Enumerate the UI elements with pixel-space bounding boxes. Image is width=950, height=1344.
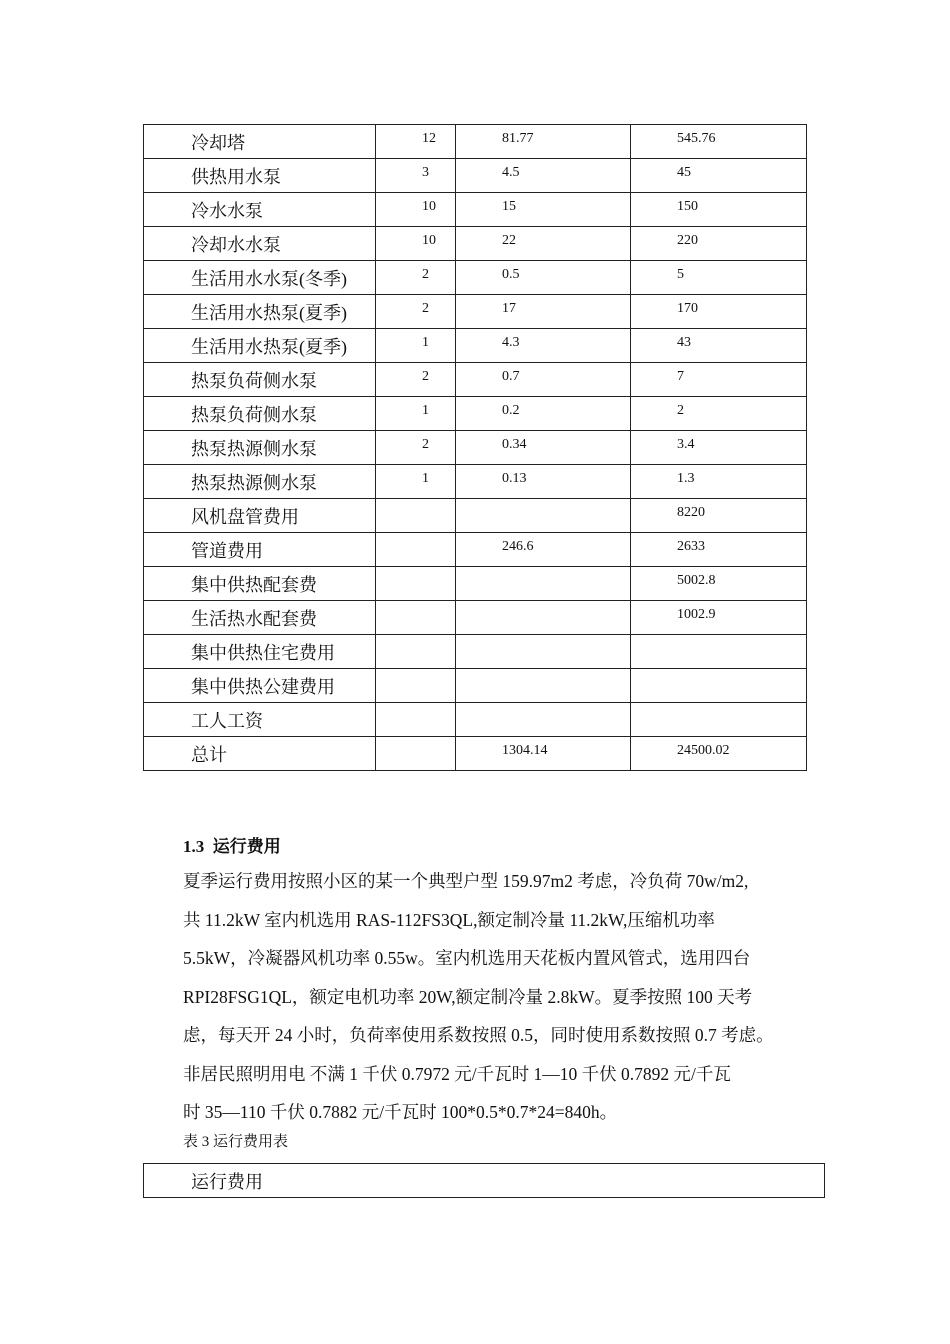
operation-cost-table [143,1163,825,1198]
item-name-cell: 集中供热公建费用 [144,669,376,703]
table-row [144,397,807,431]
unit-cost-cell [456,703,631,737]
quantity-cell: 10 [376,193,456,227]
unit-cost-cell: 81.77 [456,125,631,159]
total-cost-cell: 3.4 [631,431,807,465]
table-row [144,125,807,159]
table-row [144,363,807,397]
item-name-cell: 冷却水水泵 [144,227,376,261]
table-row [144,295,807,329]
item-name-cell: 集中供热住宅费用 [144,635,376,669]
item-name-cell: 管道费用 [144,533,376,567]
quantity-cell: 3 [376,159,456,193]
quantity-cell: 1 [376,465,456,499]
unit-cost-cell [456,669,631,703]
paragraph-line: 虑，每天开 24 小时，负荷率使用系数按照 0.5，同时使用系数按照 0.7 考虑。 [183,1025,774,1045]
unit-cost-cell: 15 [456,193,631,227]
quantity-cell: 1 [376,397,456,431]
unit-cost-cell [456,601,631,635]
unit-cost-cell: 4.5 [456,159,631,193]
total-cost-cell: 1.3 [631,465,807,499]
table-row [144,227,807,261]
item-name-cell: 总计 [144,737,376,771]
unit-cost-cell [456,635,631,669]
table-row [144,159,807,193]
unit-cost-cell: 0.5 [456,261,631,295]
operation-cost-paragraph [183,862,833,1132]
quantity-cell [376,703,456,737]
total-cost-cell: 45 [631,159,807,193]
total-cost-cell [631,703,807,737]
total-cost-cell: 2633 [631,533,807,567]
total-cost-cell: 1002.9 [631,601,807,635]
total-cost-cell: 5 [631,261,807,295]
item-name-cell: 集中供热配套费 [144,567,376,601]
table-row [144,533,807,567]
table-row [144,703,807,737]
table-row [144,329,807,363]
quantity-cell: 1 [376,329,456,363]
item-name-cell: 风机盘管费用 [144,499,376,533]
quantity-cell: 12 [376,125,456,159]
section-heading [183,832,281,857]
item-name-cell: 工人工资 [144,703,376,737]
table-row [144,669,807,703]
table-row [144,567,807,601]
unit-cost-cell [456,499,631,533]
item-name-cell: 热泵负荷侧水泵 [144,397,376,431]
unit-cost-cell: 4.3 [456,329,631,363]
table-row [144,261,807,295]
unit-cost-cell: 0.2 [456,397,631,431]
paragraph-line: 非居民照明用电 不满 1 千伏 0.7972 元/千瓦时 1—10 千伏 0.7892 元/千瓦 [183,1063,731,1084]
quantity-cell [376,737,456,771]
total-cost-cell: 43 [631,329,807,363]
item-name-cell: 热泵负荷侧水泵 [144,363,376,397]
unit-cost-cell: 22 [456,227,631,261]
quantity-cell: 2 [376,261,456,295]
table-row [144,1164,825,1198]
paragraph-line: RPI28FSG1QL，额定电机功率 20W,额定制冷量 2.8kW。夏季按照 100 天考 [183,986,753,1007]
item-name-cell: 生活用水热泵(夏季) [144,295,376,329]
item-name-cell: 热泵热源侧水泵 [144,465,376,499]
paragraph-line: 夏季运行费用按照小区的某一个典型户型 159.97m2 考虑，冷负荷 70w/m2, [183,871,749,891]
item-name-cell: 生活用水热泵(夏季) [144,329,376,363]
total-cost-cell: 220 [631,227,807,261]
table-row [144,737,807,771]
quantity-cell [376,533,456,567]
table-row [144,601,807,635]
total-cost-cell: 545.76 [631,125,807,159]
unit-cost-cell: 0.34 [456,431,631,465]
unit-cost-cell: 0.7 [456,363,631,397]
total-cost-cell: 8220 [631,499,807,533]
quantity-cell [376,499,456,533]
unit-cost-cell: 246.6 [456,533,631,567]
total-cost-cell [631,669,807,703]
quantity-cell [376,669,456,703]
table-row [144,431,807,465]
unit-cost-cell: 0.13 [456,465,631,499]
total-cost-cell: 150 [631,193,807,227]
total-cost-cell: 5002.8 [631,567,807,601]
paragraph-line: 时 35—110 千伏 0.7882 元/千瓦时 100*0.5*0.7*24=840h。 [183,1102,618,1122]
operation-table-header: 运行费用 [144,1164,825,1198]
item-name-cell: 供热用水泵 [144,159,376,193]
total-cost-cell: 2 [631,397,807,431]
table-row [144,635,807,669]
unit-cost-cell: 1304.14 [456,737,631,771]
item-name-cell: 冷水水泵 [144,193,376,227]
table-row [144,193,807,227]
equipment-cost-table [143,124,807,771]
quantity-cell: 2 [376,295,456,329]
paragraph-line: 共 11.2kW 室内机选用 RAS-112FS3QL,额定制冷量 11.2kW,压缩机功率 [183,909,715,930]
total-cost-cell: 7 [631,363,807,397]
item-name-cell: 冷却塔 [144,125,376,159]
quantity-cell [376,567,456,601]
quantity-cell [376,635,456,669]
total-cost-cell: 170 [631,295,807,329]
unit-cost-cell: 17 [456,295,631,329]
item-name-cell: 热泵热源侧水泵 [144,431,376,465]
table-caption: 表 3 运行费用表 [183,1134,289,1150]
table-row [144,499,807,533]
section-title: 运行费用 [212,837,281,856]
item-name-cell: 生活用水水泵(冬季) [144,261,376,295]
table-row [144,465,807,499]
item-name-cell: 生活热水配套费 [144,601,376,635]
quantity-cell: 10 [376,227,456,261]
quantity-cell: 2 [376,363,456,397]
paragraph-line: 5.5kW，冷凝器风机功率 0.55w。室内机选用天花板内置风管式，选用四台 [183,948,751,968]
quantity-cell [376,601,456,635]
section-number: 1.3 [183,837,205,856]
total-cost-cell: 24500.02 [631,737,807,771]
quantity-cell: 2 [376,431,456,465]
total-cost-cell [631,635,807,669]
unit-cost-cell [456,567,631,601]
